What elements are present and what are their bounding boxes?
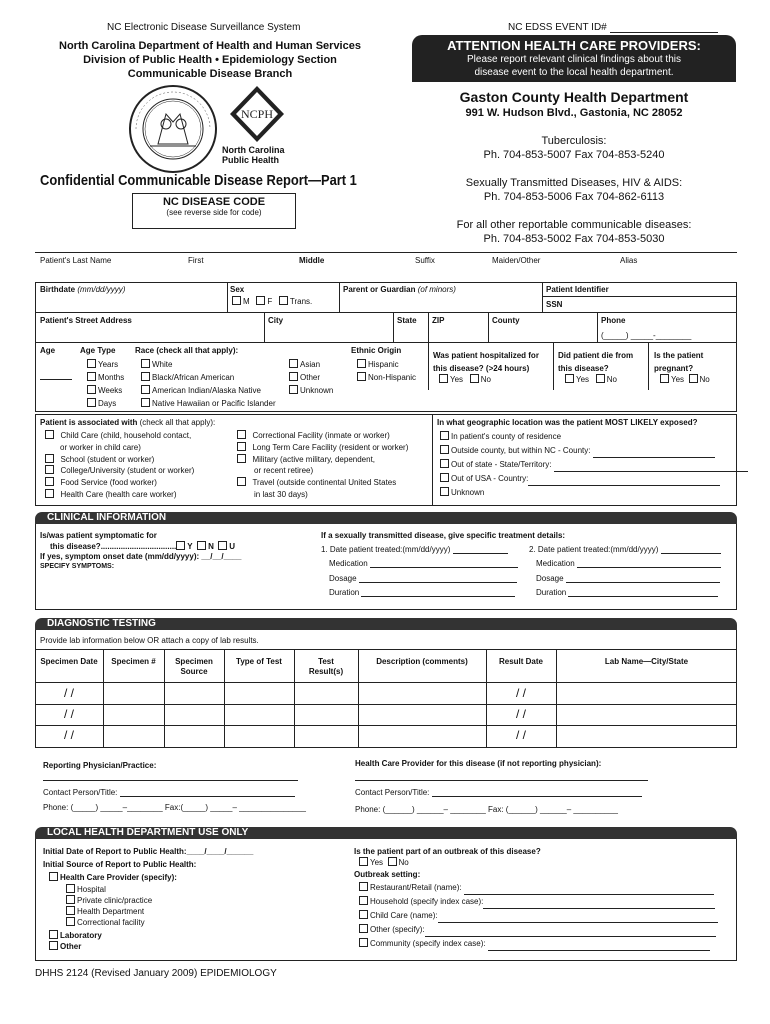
county-info [412, 88, 736, 246]
symp-n-checkbox[interactable] [197, 541, 206, 550]
ssn-label[interactable]: SSN [546, 300, 563, 309]
patient-name-field[interactable] [35, 266, 737, 282]
preg-yes-checkbox[interactable] [660, 374, 669, 383]
patient-identifier-label[interactable]: Patient Identifier [546, 285, 609, 294]
died-options: Yes No [565, 374, 617, 384]
ethnic-non-hispanic-checkbox[interactable] [357, 372, 366, 381]
dosage-1[interactable]: Dosage [329, 574, 517, 583]
source-hcp-checkbox[interactable] [49, 872, 58, 881]
last-name-label: Patient's Last Name [40, 256, 112, 265]
disease-code-note: (see reverse side for code) [166, 208, 262, 217]
assoc-col2: Correctional Facility (inmate or worker) Long Term Care Facility (resident or worker) Military (active military, dependent, or recent retiree) Travel (outside continental United States in last 30 days) [237, 430, 408, 501]
specimen-date-2[interactable]: / / [63, 707, 74, 721]
maiden-label: Maiden/Other [492, 256, 541, 265]
diagnostic-header: DIAGNOSTIC TESTING [35, 618, 737, 630]
other-title: For all other reportable communicable diseases: [456, 219, 692, 231]
birthdate-label[interactable]: Birthdate (mm/dd/yyyy) [40, 285, 126, 294]
assoc-college-checkbox[interactable] [45, 465, 54, 474]
geo-county-checkbox[interactable] [440, 431, 449, 440]
ethnic-origin-label: Ethnic Origin [351, 346, 402, 355]
race-other-checkbox[interactable] [289, 372, 298, 381]
outbreak-setting-label: Outbreak setting: [354, 870, 421, 879]
system-name: NC Electronic Disease Surveillance System [107, 22, 301, 33]
source-hcp-items: Hospital Private clinic/practice Health Department Correctional facility [66, 884, 152, 928]
geo-options: In patient's county of residence Outside county, but within NC - County: Out of state - State/Territory: Out of USA - Country: Unknown [440, 430, 748, 500]
disease-code-label: NC DISEASE CODE [162, 196, 266, 208]
dept-header [40, 39, 380, 81]
svg-text:NCPH: NCPH [240, 107, 274, 121]
symp-u-checkbox[interactable] [218, 541, 227, 550]
duration-1[interactable]: Duration [329, 588, 515, 597]
col-specimen-source: Specimen Source [175, 657, 213, 676]
treat-date-1[interactable]: 1. Date patient treated:(mm/dd/yyyy) [321, 545, 508, 554]
col-description: Description (comments) [376, 657, 468, 666]
hcp-label[interactable]: Health Care Provider for this disease (if not reporting physician): [355, 759, 602, 768]
outbreak-settings: Restaurant/Retail (name): Household (specify index case): Child Care (name): Other (specify): Community (specify index case): [359, 881, 718, 951]
reporting-physician-label[interactable]: Reporting Physician/Practice: [43, 761, 157, 770]
hosp-yes-checkbox[interactable] [439, 374, 448, 383]
age-months-checkbox[interactable] [87, 372, 96, 381]
street-label[interactable]: Patient's Street Address [40, 316, 132, 325]
result-date-2[interactable]: / / [515, 707, 526, 721]
outbreak-options: Yes No [359, 857, 409, 867]
pregnant-question: Is the patient pregnant? [654, 351, 704, 373]
assoc-travel-checkbox[interactable] [237, 477, 246, 486]
col-specimen-date: Specimen Date [40, 657, 98, 666]
col-specimen-num: Specimen # [111, 657, 156, 666]
geo-title: In what geographic location was the patient MOST LIKELY exposed? [437, 418, 698, 427]
sex-label: Sex [230, 285, 245, 294]
ethnic-options: Hispanic Non-Hispanic [357, 358, 416, 384]
setting-community-checkbox[interactable] [359, 938, 368, 947]
outbreak-question: Is the patient part of an outbreak of this disease? [354, 847, 541, 856]
assoc-military-checkbox[interactable] [237, 454, 246, 463]
geo-state-checkbox[interactable] [440, 459, 449, 468]
form-title: Confidential Communicable Disease Report—Part 1 [40, 172, 357, 189]
assoc-healthcare-checkbox[interactable] [45, 489, 54, 498]
medication-2[interactable]: Medication [536, 559, 721, 568]
assoc-school-checkbox[interactable] [45, 454, 54, 463]
age-years-checkbox[interactable] [87, 359, 96, 368]
dosage-2[interactable]: Dosage [536, 574, 720, 583]
onset-date[interactable]: If yes, symptom onset date (mm/dd/yyyy): __/__/____ [40, 552, 242, 561]
physician-phone[interactable]: Phone: (_____) _____–________ Fax:(_____) _____– _______________ [43, 803, 306, 812]
std-title: Sexually Transmitted Diseases, HIV & AIDS: [465, 177, 683, 189]
race-unknown-checkbox[interactable] [289, 385, 298, 394]
county-address: 991 W. Hudson Blvd., Gastonia, NC 28052 [465, 107, 683, 119]
age-label: Age [40, 346, 56, 355]
alias-label: Alias [620, 256, 638, 265]
race-options: White Black/African American American Indian/Alaska Native Native Hawaiian or Pacific Islander [141, 358, 276, 410]
preg-no-checkbox[interactable] [689, 374, 698, 383]
nc-seal-logo [128, 84, 218, 174]
age-type-label: Age Type [80, 346, 116, 355]
ethnic-hispanic-checkbox[interactable] [357, 359, 366, 368]
ncph-logo [226, 84, 288, 144]
tb-title: Tuberculosis: [541, 135, 607, 147]
ncph-caption: North Carolina Public Health [222, 145, 285, 165]
hcp-phone[interactable]: Phone: (______) ______– ________ Fax: (______) ______– __________ [355, 805, 618, 814]
dept-line1: North Carolina Department of Health and Human Services [59, 40, 361, 52]
initial-date[interactable]: Initial Date of Report to Public Health:____/____/______ [43, 847, 254, 856]
clinical-header: CLINICAL INFORMATION [35, 512, 737, 524]
sex-trans-checkbox[interactable] [279, 296, 288, 305]
std-question: If a sexually transmitted disease, give specific treatment details: [321, 531, 566, 540]
county-name: Gaston County Health Department [459, 89, 689, 105]
geo-usa-checkbox[interactable] [440, 473, 449, 482]
local-header: LOCAL HEALTH DEPARTMENT USE ONLY [35, 827, 737, 839]
setting-other-checkbox[interactable] [359, 924, 368, 933]
race-aian-checkbox[interactable] [141, 385, 150, 394]
race-options-2: Asian Other Unknown [289, 358, 333, 397]
pregnant-options: Yes No [660, 374, 710, 384]
attention-line1: Please report relevant clinical findings about this [466, 54, 681, 65]
col-result-date: Result Date [498, 657, 543, 666]
age-type-options: Years Months Weeks Days [87, 358, 124, 410]
treat-date-2[interactable]: 2. Date patient treated:(mm/dd/yyyy) [529, 545, 721, 554]
race-nhpi-checkbox[interactable] [141, 398, 150, 407]
race-black-checkbox[interactable] [141, 372, 150, 381]
state-label[interactable]: State [397, 316, 417, 325]
symptomatic-options: this disease?.................................. Y N U [50, 542, 236, 551]
symptomatic-question: Is/was patient symptomatic for [40, 531, 157, 540]
specimen-date-3[interactable]: / / [63, 728, 74, 742]
died-question: Did patient die from this disease? [558, 351, 634, 373]
result-date-3[interactable]: / / [515, 728, 526, 742]
sex-options: M F Trans. [232, 296, 312, 306]
col-test-type: Type of Test [236, 657, 282, 666]
sex-m-checkbox[interactable] [232, 296, 241, 305]
first-name-label: First [188, 256, 204, 265]
specify-symptoms[interactable]: SPECIFY SYMPTOMS: [40, 563, 115, 570]
result-date-1[interactable]: / / [515, 686, 526, 700]
source-other: Laboratory Other [49, 930, 102, 952]
std-phone: Ph. 704-853-5006 Fax 704-862-6113 [483, 191, 665, 203]
specimen-date-1[interactable]: / / [63, 686, 74, 700]
assoc-food-checkbox[interactable] [45, 477, 54, 486]
age-weeks-checkbox[interactable] [87, 385, 96, 394]
city-label[interactable]: City [268, 316, 284, 325]
died-no-checkbox[interactable] [596, 374, 605, 383]
col-lab-name: Lab Name—City/State [604, 657, 689, 666]
tb-phone: Ph. 704-853-5007 Fax 704-853-5240 [483, 149, 665, 161]
county-label[interactable]: County [492, 316, 520, 325]
assoc-childcare-checkbox[interactable] [45, 430, 54, 439]
guardian-label[interactable]: Parent or Guardian (of minors) [343, 285, 456, 294]
setting-household-checkbox[interactable] [359, 896, 368, 905]
col-test-result: Test Result(s) [308, 657, 344, 676]
dept-line2: Division of Public Health • Epidemiology Section [83, 54, 337, 66]
hospitalized-question: Was patient hospitalized for this disease? (>24 hours) [433, 351, 539, 373]
attention-line2: disease event to the local health department. [474, 67, 674, 78]
hosp-no-checkbox[interactable] [470, 374, 479, 383]
assoc-col1: Child Care (child, household contact, or worker in child care) School (student or worker) College/University (student or worker) Food Service (food worker) Health Care (health care worker) [45, 430, 194, 501]
race-label: Race (check all that apply): [135, 346, 239, 355]
event-id-label: NC EDSS EVENT ID# [508, 22, 718, 33]
diagnostic-box [35, 630, 737, 748]
hospitalized-options: Yes No [439, 374, 491, 384]
phone-label[interactable]: Phone [601, 316, 626, 325]
diag-note: Provide lab information below OR attach a copy of lab results. [40, 636, 259, 645]
source-hcp: Health Care Provider (specify): [49, 872, 177, 882]
form-footer: DHHS 2124 (Revised January 2009) EPIDEMIOLOGY [35, 968, 277, 979]
symp-y-checkbox[interactable] [176, 541, 185, 550]
zip-label[interactable]: ZIP [432, 316, 445, 325]
setting-restaurant-checkbox[interactable] [359, 882, 368, 891]
src-correctional-checkbox[interactable] [66, 917, 75, 926]
dept-line3: Communicable Disease Branch [127, 68, 293, 80]
sex-f-checkbox[interactable] [256, 296, 265, 305]
other-phone: Ph. 704-853-5002 Fax 704-853-5030 [483, 233, 665, 245]
race-white-checkbox[interactable] [141, 359, 150, 368]
outbreak-yes-checkbox[interactable] [359, 857, 368, 866]
attention-title: ATTENTION HEALTH CARE PROVIDERS: [447, 38, 701, 53]
middle-name-label: Middle [299, 256, 325, 265]
race-asian-checkbox[interactable] [289, 359, 298, 368]
src-private-checkbox[interactable] [66, 895, 75, 904]
contact-person-1[interactable]: Contact Person/Title: [43, 788, 295, 797]
src-lab-checkbox[interactable] [49, 930, 58, 939]
initial-source-label: Initial Source of Report to Public Health: [43, 860, 197, 869]
phone-format: (_____) _____-________ [601, 331, 692, 340]
contact-person-2[interactable]: Contact Person/Title: [355, 788, 642, 797]
src-hospital-checkbox[interactable] [66, 884, 75, 893]
assoc-ltc-checkbox[interactable] [237, 442, 246, 451]
src-other-checkbox[interactable] [49, 941, 58, 950]
suffix-label: Suffix [415, 256, 435, 265]
died-yes-checkbox[interactable] [565, 374, 574, 383]
duration-2[interactable]: Duration [536, 588, 718, 597]
age-days-checkbox[interactable] [87, 398, 96, 407]
assoc-correctional-checkbox[interactable] [237, 430, 246, 439]
setting-childcare-checkbox[interactable] [359, 910, 368, 919]
geo-unknown-checkbox[interactable] [440, 487, 449, 496]
assoc-title: Patient is associated with (check all that apply): [40, 418, 216, 427]
outbreak-no-checkbox[interactable] [388, 857, 397, 866]
medication-1[interactable]: Medication [329, 559, 518, 568]
geo-nc-checkbox[interactable] [440, 445, 449, 454]
src-health-dept-checkbox[interactable] [66, 906, 75, 915]
